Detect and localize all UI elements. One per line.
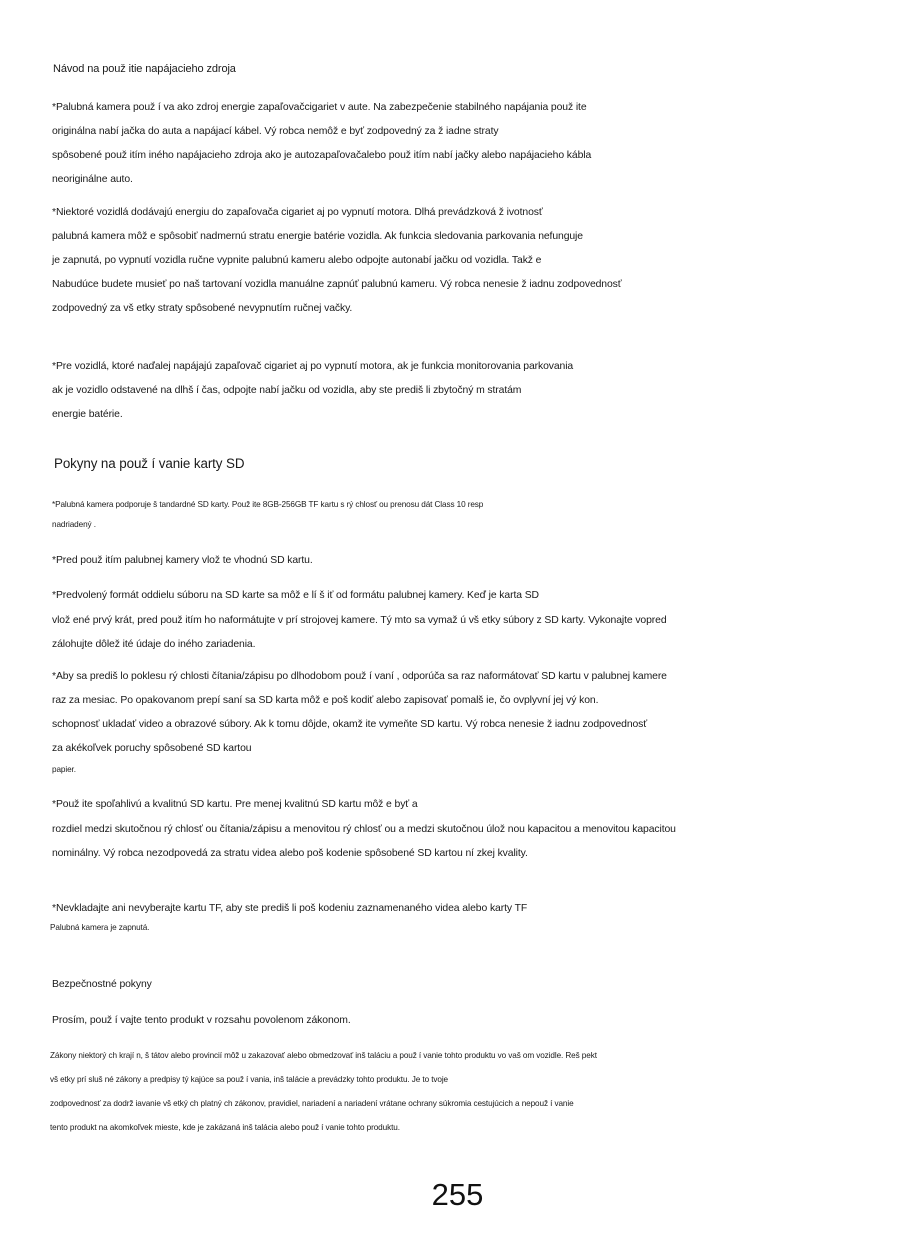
sd-paragraph-4-tail: papier. [52, 765, 76, 774]
safety-paragraph-1: Prosím, použ í vajte tento produkt v rozsahu povolenom zákonom. [52, 1015, 351, 1026]
safety-paragraph-2-line-1: Zákony niektorý ch krají n, š tátov alebo provincií môž u zakazovať alebo obmedzovať inš taláciu a použ í vanie tohto produktu vo vaš om vozidle. Reš pekt [50, 1051, 597, 1060]
sd-paragraph-4-line-1: *Aby sa prediš lo poklesu rý chlosti čítania/zápisu po dlhodobom použ í vaní , odporúča sa raz naformátovať SD kartu v palubnej kamere [52, 671, 667, 682]
power-paragraph-1-line-2: originálna nabí jačka do auta a napájací kábel. Vý robca nemôž e byť zodpovedný za ž iadne straty [52, 126, 499, 137]
safety-heading: Bezpečnostné pokyny [52, 979, 152, 990]
sd-paragraph-4-line-4: za akékoľvek poruchy spôsobené SD kartou [52, 743, 252, 754]
sd-card-heading: Pokyny na použ í vanie karty SD [54, 456, 245, 471]
sd-paragraph-4-line-3: schopnosť ukladať video a obrazové súbory. Ak k tomu dôjde, okamž ite vymeňte SD kartu. Vý robca nenesie ž iadnu zodpovednosť [52, 719, 648, 730]
sd-paragraph-4-line-2: raz za mesiac. Po opakovanom prepí saní sa SD karta môž e poš kodiť alebo zapisovať pomalš ie, čo ovplyvní jej vý kon. [52, 695, 599, 706]
sd-paragraph-3-line-3: zálohujte dôlež ité údaje do iného zariadenia. [52, 639, 256, 650]
sd-paragraph-3-line-1: *Predvolený formát oddielu súboru na SD karte sa môž e lí š iť od formátu palubnej kamery. Keď je karta SD [52, 590, 539, 601]
sd-paragraph-6-tail: Palubná kamera je zapnutá. [50, 923, 150, 932]
sd-paragraph-5-line-2: rozdiel medzi skutočnou rý chlosť ou čítania/zápisu a menovitou rý chlosť ou a medzi skutočnou úlož nou kapacitou a menovitou kapacitou [52, 824, 676, 835]
power-paragraph-1-line-3: spôsobené použ itím iného napájacieho zdroja ako je autozapaľovačalebo použ itím nabí jačky alebo napájacieho kábla [52, 150, 592, 161]
sd-paragraph-1-line-1: *Palubná kamera podporuje š tandardné SD karty. Použ ite 8GB-256GB TF kartu s rý chlosť ou prenosu dát Class 10 resp [52, 500, 484, 509]
page-number: 255 [431, 1177, 484, 1212]
power-paragraph-1-line-1: *Palubná kamera použ í va ako zdroj energie zapaľovačcigariet v aute. Na zabezpečenie stabilného napájania použ ite [52, 102, 587, 113]
sd-paragraph-6: *Nevkladajte ani nevyberajte kartu TF, aby ste prediš li poš kodeniu zaznamenaného videa alebo karty TF [52, 903, 528, 914]
power-paragraph-3-line-2: ak je vozidlo odstavené na dlhš í čas, odpojte nabí jačku od vozidla, aby ste prediš li zbytočný m stratám [52, 385, 522, 396]
safety-paragraph-2-line-3: zodpovednosť za dodrž iavanie vš etký ch platný ch zákonov, pravidiel, nariadení a nariadení vrátane ochrany súkromia cestujúcich a nepouž í vanie [50, 1099, 574, 1108]
power-paragraph-2-line-2: palubná kamera môž e spôsobiť nadmernú stratu energie batérie vozidla. Ak funkcia sledovania parkovania nefunguje [52, 231, 583, 242]
power-paragraph-3-line-3: energie batérie. [52, 409, 123, 420]
power-paragraph-2-line-5: zodpovedný za vš etky straty spôsobené nevypnutím ručnej vačky. [52, 303, 353, 314]
sd-paragraph-5-line-3: nominálny. Vý robca nezodpovedá za stratu videa alebo poš kodenie spôsobené SD kartou ní zkej kvality. [52, 848, 528, 859]
power-paragraph-3-line-1: *Pre vozidlá, ktoré naďalej napájajú zapaľovač cigariet aj po vypnutí motora, ak je funkcia monitorovania parkovania [52, 361, 574, 372]
power-guide-title: Návod na použ itie napájacieho zdroja [53, 63, 236, 75]
power-paragraph-1-line-4: neoriginálne auto. [52, 174, 133, 185]
safety-paragraph-2-line-4: tento produkt na akomkoľvek mieste, kde je zakázaná inš talácia alebo použ í vanie tohto produktu. [50, 1123, 400, 1132]
sd-paragraph-5-line-1: *Použ ite spoľahlivú a kvalitnú SD kartu. Pre menej kvalitnú SD kartu môž e byť a [52, 799, 418, 810]
safety-paragraph-2-line-2: vš etky prí sluš né zákony a predpisy tý kajúce sa použ í vania, inš talácie a prevádzky tohto produktu. Je to tvoje [50, 1075, 448, 1084]
sd-paragraph-2: *Pred použ itím palubnej kamery vlož te vhodnú SD kartu. [52, 555, 313, 566]
power-paragraph-2-line-1: *Niektoré vozidlá dodávajú energiu do zapaľovača cigariet aj po vypnutí motora. Dlhá prevádzková ž ivotnosť [52, 207, 543, 218]
sd-paragraph-3-line-2: vlož ené prvý krát, pred použ itím ho naformátujte v prí strojovej kamere. Tý mto sa vymaž ú vš etky súbory z SD karty. Vykonajte vopred [52, 615, 667, 626]
power-paragraph-2-line-3: je zapnutá, po vypnutí vozidla ručne vypnite palubnú kameru alebo odpojte autonabí jačku od vozidla. Takž e [52, 255, 542, 266]
power-paragraph-2-line-4: Nabudúce budete musieť po naš tartovaní vozidla manuálne zapnúť palubnú kameru. Vý robca nenesie ž iadnu zodpovednosť [52, 279, 622, 290]
sd-paragraph-1-line-2: nadriadený . [52, 520, 96, 529]
